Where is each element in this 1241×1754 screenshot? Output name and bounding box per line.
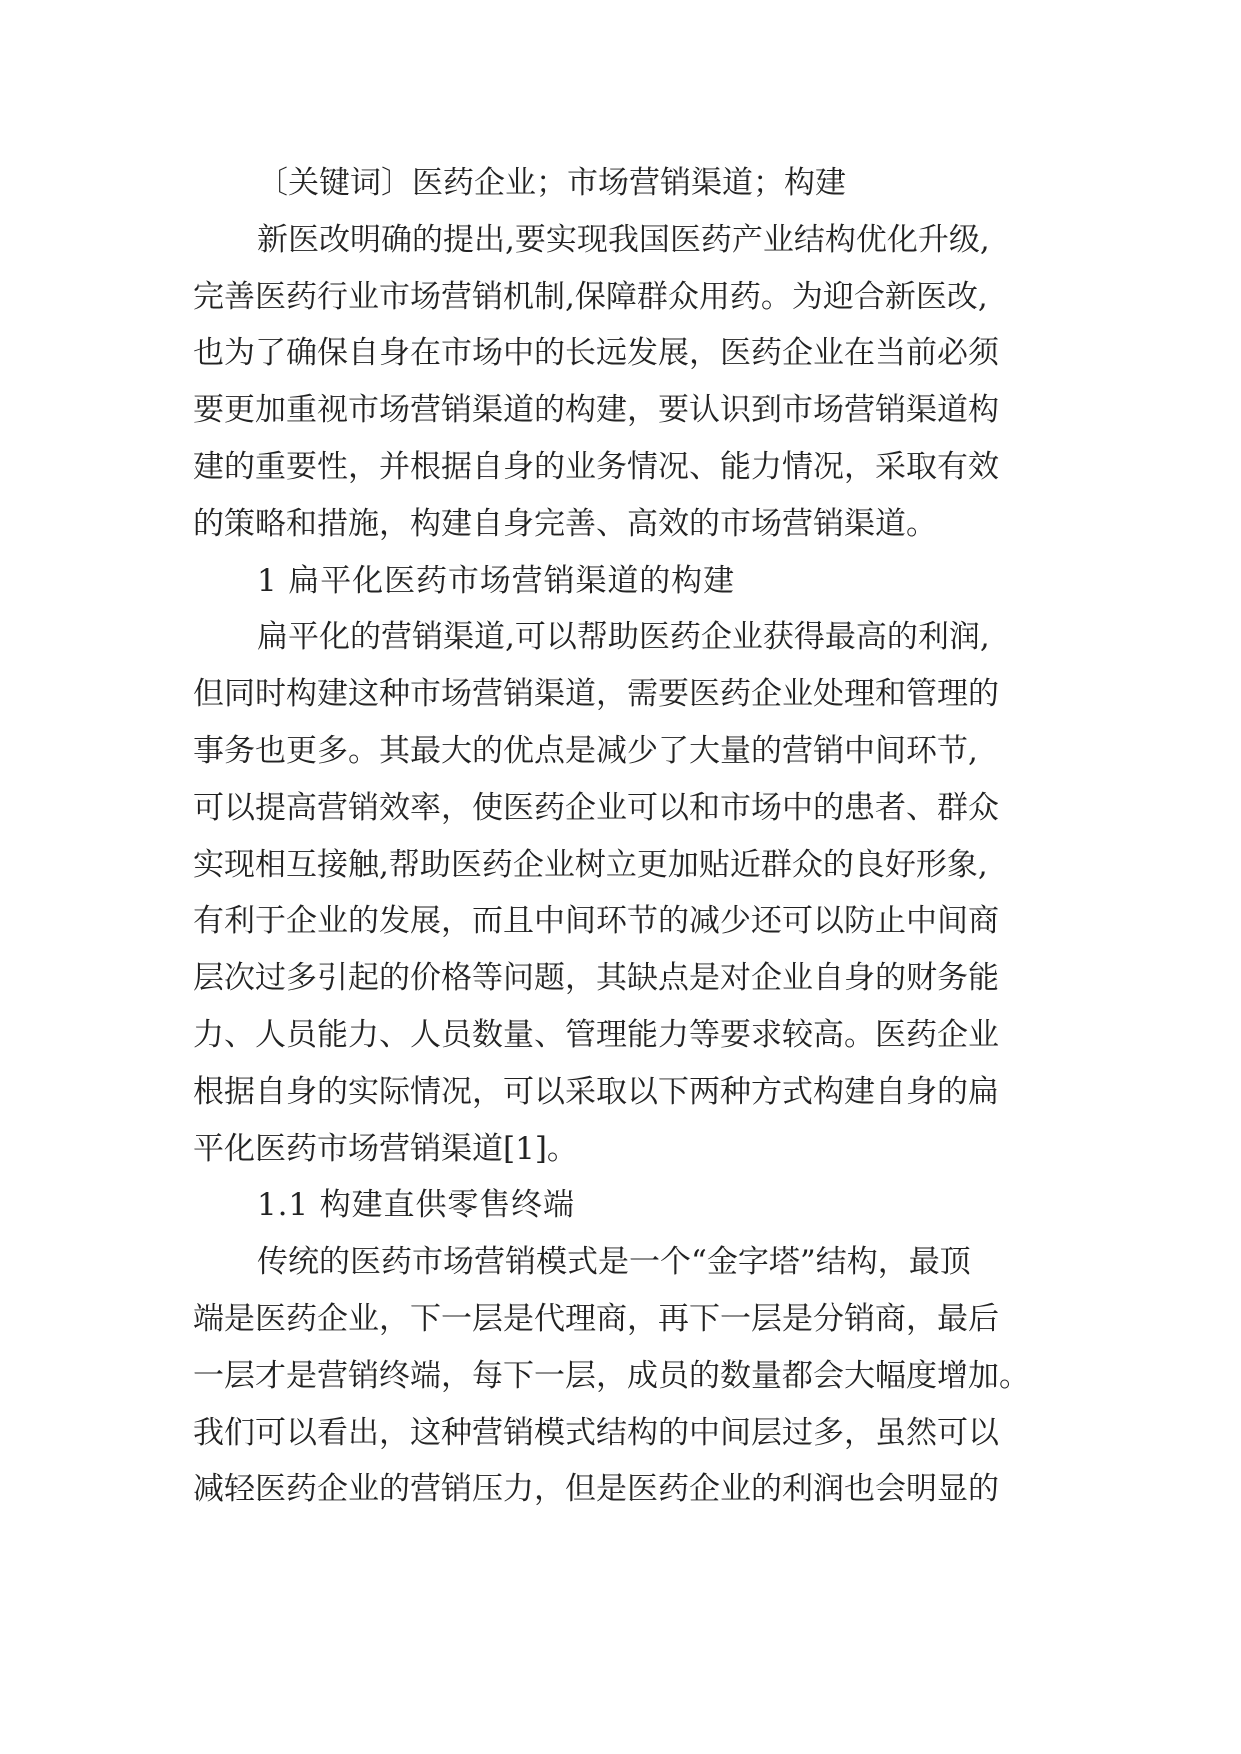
paragraph-line: 层次过多引起的价格等问题，其缺点是对企业自身的财务能 <box>193 960 999 997</box>
paragraph-line: 有利于企业的发展，而且中间环节的减少还可以防止中间商 <box>193 903 999 940</box>
paragraph-line: 减轻医药企业的营销压力，但是医药企业的利润也会明显的 <box>193 1471 999 1508</box>
paragraph-pyramid <box>193 1234 1053 1518</box>
paragraph-line: 事务也更多。其最大的优点是减少了大量的营销中间环节, <box>193 732 978 769</box>
paragraph-line: 的策略和措施，构建自身完善、高效的市场营销渠道。 <box>193 505 937 542</box>
section-heading-1-1: 1.1 构建直供零售终端 <box>257 1187 575 1224</box>
paragraph-flat-channel <box>193 609 1053 1177</box>
paragraph-line: 建的重要性，并根据自身的业务情况、能力情况，采取有效 <box>193 448 999 485</box>
paragraph-line: 但同时构建这种市场营销渠道，需要医药企业处理和管理的 <box>193 676 999 713</box>
paragraph-line: 一层才是营销终端，每下一层，成员的数量都会大幅度增加。 <box>193 1357 1030 1394</box>
paragraph-line: 传统的医药市场营销模式是一个“金字塔”结构，最顶 <box>257 1244 971 1281</box>
paragraph-line: 扁平化的营销渠道,可以帮助医药企业获得最高的利润, <box>257 619 990 656</box>
paragraph-line: 可以提高营销效率，使医药企业可以和市场中的患者、群众 <box>193 789 999 826</box>
paragraph-line: 新医改明确的提出,要实现我国医药产业结构优化升级, <box>257 221 990 258</box>
paragraph-line: 力、人员能力、人员数量、管理能力等要求较高。医药企业 <box>193 1016 999 1053</box>
paragraph-line: 也为了确保自身在市场中的长远发展，医药企业在当前必须 <box>193 335 999 372</box>
paragraph-line: 端是医药企业，下一层是代理商，再下一层是分销商，最后 <box>193 1300 999 1337</box>
section-heading-1: 1 扁平化医药市场营销渠道的构建 <box>257 562 735 599</box>
paragraph-line: 我们可以看出，这种营销模式结构的中间层过多，虽然可以 <box>193 1414 999 1451</box>
paragraph-line: 完善医药行业市场营销机制,保障群众用药。为迎合新医改, <box>193 278 988 315</box>
paragraph-line: 根据自身的实际情况，可以采取以下两种方式构建自身的扁 <box>193 1073 999 1110</box>
paragraph-intro <box>193 212 1053 553</box>
document-body <box>193 155 1053 1518</box>
keywords-line: 〔关键词〕医药企业；市场营销渠道；构建 <box>257 165 846 201</box>
paragraph-line: 平化医药市场营销渠道[1]。 <box>193 1130 578 1167</box>
paragraph-line: 实现相互接触,帮助医药企业树立更加贴近群众的良好形象, <box>193 846 988 883</box>
paragraph-line: 要更加重视市场营销渠道的构建，要认识到市场营销渠道构 <box>193 392 999 429</box>
